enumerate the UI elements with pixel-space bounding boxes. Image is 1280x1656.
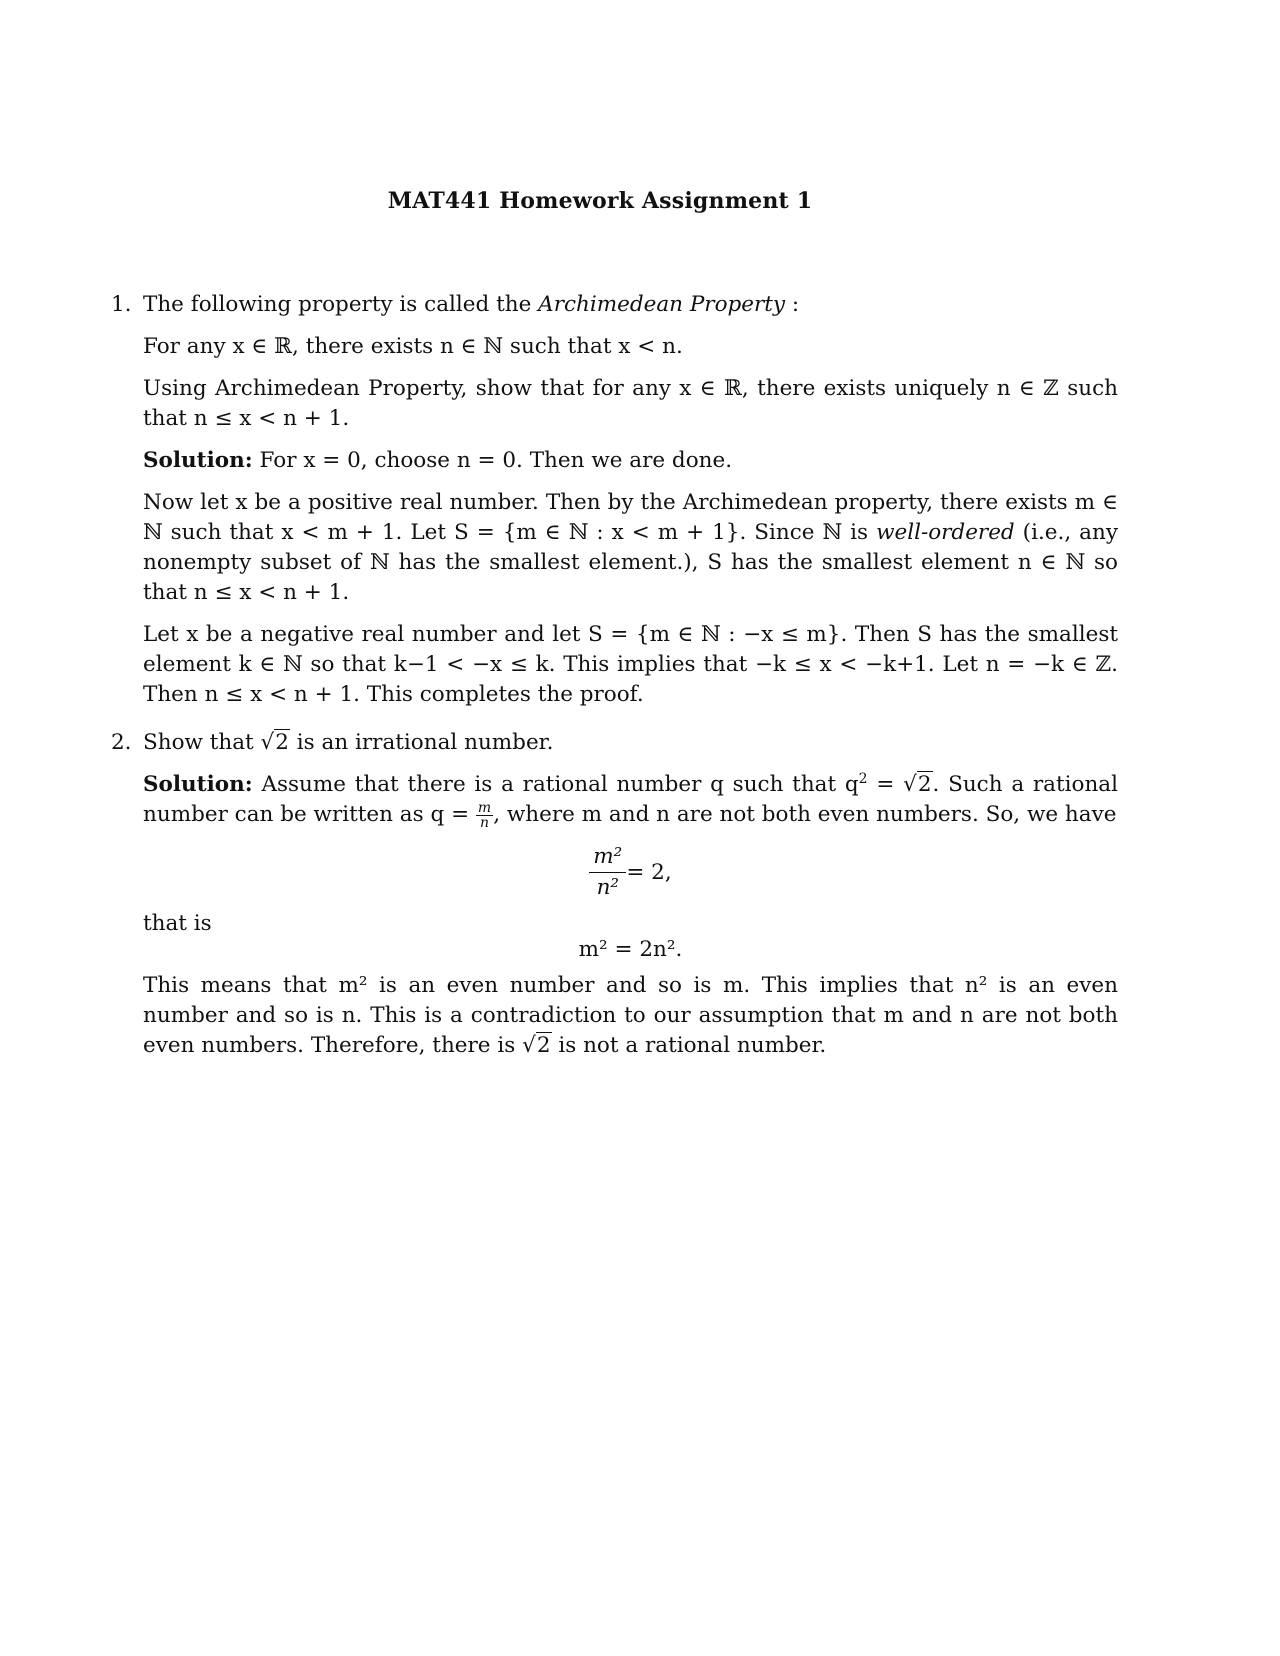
fraction-numerator: m² bbox=[589, 842, 626, 873]
superscript: 2 bbox=[858, 770, 868, 787]
problem-statement bbox=[143, 290, 1118, 320]
conclusion-paragraph bbox=[143, 971, 1118, 1061]
sqrt-expression bbox=[522, 1032, 551, 1058]
conclusion-text: This means that m² is an even number and so is m. This implies that n² is an even number and so is n. This is a contradiction to our assumption that m and n are not both even numbers. Therefore, there is bbox=[143, 973, 1118, 1058]
display-equation-2: m² = 2n². bbox=[578, 937, 683, 962]
that-is-text: that is bbox=[143, 911, 212, 936]
solution-intro bbox=[143, 446, 1118, 476]
solution-paragraph bbox=[143, 770, 1118, 830]
positive-case-paragraph bbox=[143, 488, 1118, 608]
statement-text: Show that bbox=[143, 730, 261, 755]
sqrt-radicand: 2 bbox=[917, 772, 932, 797]
sqrt-radicand: 2 bbox=[536, 1033, 551, 1058]
problem-number: 1. bbox=[111, 292, 132, 317]
problem-1 bbox=[111, 290, 1118, 710]
problem-statement bbox=[143, 728, 1118, 758]
solution-text: = bbox=[867, 772, 904, 797]
solution-label: Solution: bbox=[143, 772, 253, 797]
statement-text-cont: is an irrational number. bbox=[289, 730, 554, 755]
negative-case-paragraph: Let x be a negative real number and let S = {m ∈ ℕ : −x ≤ m}. Then S has the smallest element k ∈ ℕ so that k−1 < −x ≤ k. This implies that −k ≤ x < −k+1. Let n = −k ∈ ℤ. Then n ≤ x < n + 1. This completes the proof. bbox=[143, 622, 1118, 707]
property-name: Archimedean Property bbox=[538, 292, 786, 317]
statement-suffix: : bbox=[785, 292, 800, 317]
sqrt-symbol: √ bbox=[260, 730, 275, 755]
problem-2 bbox=[111, 728, 1119, 1061]
positive-case-text: Now let x be a positive real number. Then by the Archimedean property, there exists m ∈ ℕ such that x < m + 1. Let S = {m ∈ ℕ : x < m + 1}. Since ℕ is bbox=[143, 490, 1118, 545]
sqrt-expression bbox=[261, 729, 290, 755]
display-equation-1 bbox=[143, 842, 1118, 903]
conclusion-text-cont: is not a rational number. bbox=[551, 1033, 827, 1058]
solution-text: . Such a rational number can be written as q = bbox=[143, 772, 1119, 827]
page-title: MAT441 Homework Assignment 1 bbox=[387, 188, 813, 214]
inline-fraction bbox=[476, 801, 493, 830]
solution-label: Solution: bbox=[143, 448, 253, 473]
fraction-denominator: n bbox=[480, 814, 490, 831]
property-line: For any x ∈ ℝ, there exists n ∈ ℕ such that x < n. bbox=[143, 334, 683, 359]
well-ordered-term: well-ordered bbox=[876, 520, 1015, 545]
sqrt-radicand: 2 bbox=[275, 730, 289, 755]
problem-number: 2. bbox=[111, 730, 132, 755]
fraction-denominator: n² bbox=[596, 875, 620, 900]
display-fraction bbox=[589, 842, 626, 903]
problem-list bbox=[111, 290, 1119, 1079]
solution-text: Assume that there is a rational number q such that q bbox=[252, 772, 859, 797]
solution-text: , where m and n are not both even numbers. So, we have bbox=[493, 802, 1117, 827]
question-text: Using Archimedean Property, show that for any x ∈ ℝ, there exists uniquely n ∈ ℤ such that n ≤ x < n + 1. bbox=[143, 376, 1118, 431]
positive-case-text-cont: (i.e., any nonempty subset of ℕ has the smallest element.), S has the smallest element n ∈ ℕ so that n ≤ x < n + 1. bbox=[143, 520, 1118, 605]
statement-text: The following property is called the bbox=[143, 292, 539, 317]
solution-text: For x = 0, choose n = 0. Then we are done. bbox=[252, 448, 733, 473]
sqrt-symbol: √ bbox=[522, 1033, 536, 1058]
sqrt-symbol: √ bbox=[903, 772, 917, 797]
fraction-numerator: m bbox=[477, 799, 492, 816]
sqrt-expression bbox=[903, 771, 932, 797]
equation-rhs: = 2, bbox=[626, 859, 672, 885]
